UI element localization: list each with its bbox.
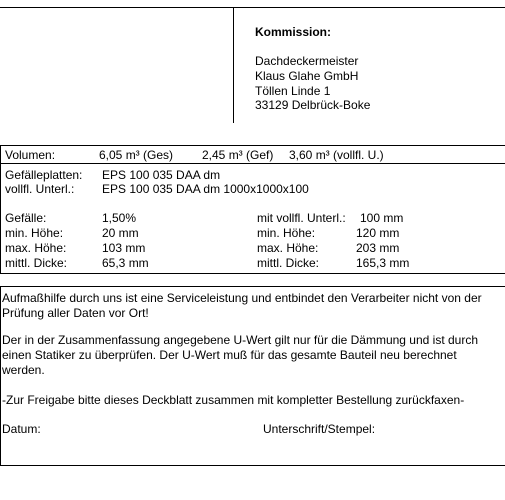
commission-line: Dachdeckermeister (255, 54, 359, 68)
commission-box-left-border (233, 7, 234, 123)
notes-box-top-border (0, 286, 505, 287)
notes-box-bottom-border (0, 465, 505, 466)
material-label: Gefälleplatten: (5, 168, 83, 182)
spec-label: Gefälle: (5, 211, 47, 225)
spec-value: 203 mm (356, 241, 400, 255)
data-box-top-border (0, 145, 505, 146)
commission-line: Töllen Linde 1 (255, 84, 331, 98)
notes-box-left-border (0, 286, 1, 466)
spec-label: max. Höhe: (5, 241, 67, 255)
spec-label: min. Höhe: (5, 226, 64, 240)
material-label: vollfl. Unterl.: (5, 182, 75, 196)
spec-label: mit vollfl. Unterl.: (257, 211, 346, 225)
spec-label: mittl. Dicke: (257, 256, 320, 270)
data-box-left-border (0, 145, 1, 274)
data-box-bottom-border (0, 273, 505, 274)
disclaimer-line: Aufmaßhilfe durch uns ist eine Serviceleistung und entbindet den Verarbeiter nicht von der (2, 291, 482, 305)
u-value-note-line: werden. (2, 363, 45, 377)
spec-value: 20 mm (102, 226, 139, 240)
signature-label: Unterschrift/Stempel: (263, 422, 376, 436)
commission-line: Klaus Glahe GmbH (255, 69, 359, 83)
material-value: EPS 100 035 DAA dm (102, 168, 221, 182)
commission-heading: Kommission: (255, 25, 332, 39)
spec-value: 1,50% (102, 211, 137, 225)
top-border (0, 7, 505, 8)
material-value: EPS 100 035 DAA dm 1000x1000x100 (102, 182, 309, 196)
spec-value: 103 mm (102, 241, 146, 255)
spec-value: 100 mm (360, 211, 404, 225)
u-value-note-line: Der in der Zusammenfassung angegebene U-Wert gilt nur für die Dämmung und ist durch (2, 333, 479, 347)
spec-value: 120 mm (356, 226, 400, 240)
disclaimer-line: Prüfung aller Daten vor Ort! (2, 306, 149, 320)
spec-label: mittl. Dicke: (5, 256, 68, 270)
spec-value: 165,3 mm (356, 256, 410, 270)
volume-slope: 2,45 m³ (Gef) (202, 148, 274, 162)
volume-full: 3,60 m³ (vollfl. U.) (289, 148, 384, 162)
u-value-note-line: einen Statiker zu überprüfen. Der U-Wert muß für das gesamte Bauteil neu berechnet (2, 348, 457, 362)
volume-label: Volumen: (5, 148, 56, 162)
commission-line: 33129 Delbrück-Boke (255, 98, 371, 112)
date-label: Datum: (2, 422, 41, 436)
spec-label: max. Höhe: (257, 241, 319, 255)
fax-instruction: -Zur Freigabe bitte dieses Deckblatt zusammen mit kompletter Bestellung zurückfaxen- (2, 393, 465, 407)
volume-total: 6,05 m³ (Ges) (99, 148, 174, 162)
spec-value: 65,3 mm (102, 256, 149, 270)
spec-label: min. Höhe: (257, 226, 316, 240)
volume-row-divider (0, 163, 505, 164)
